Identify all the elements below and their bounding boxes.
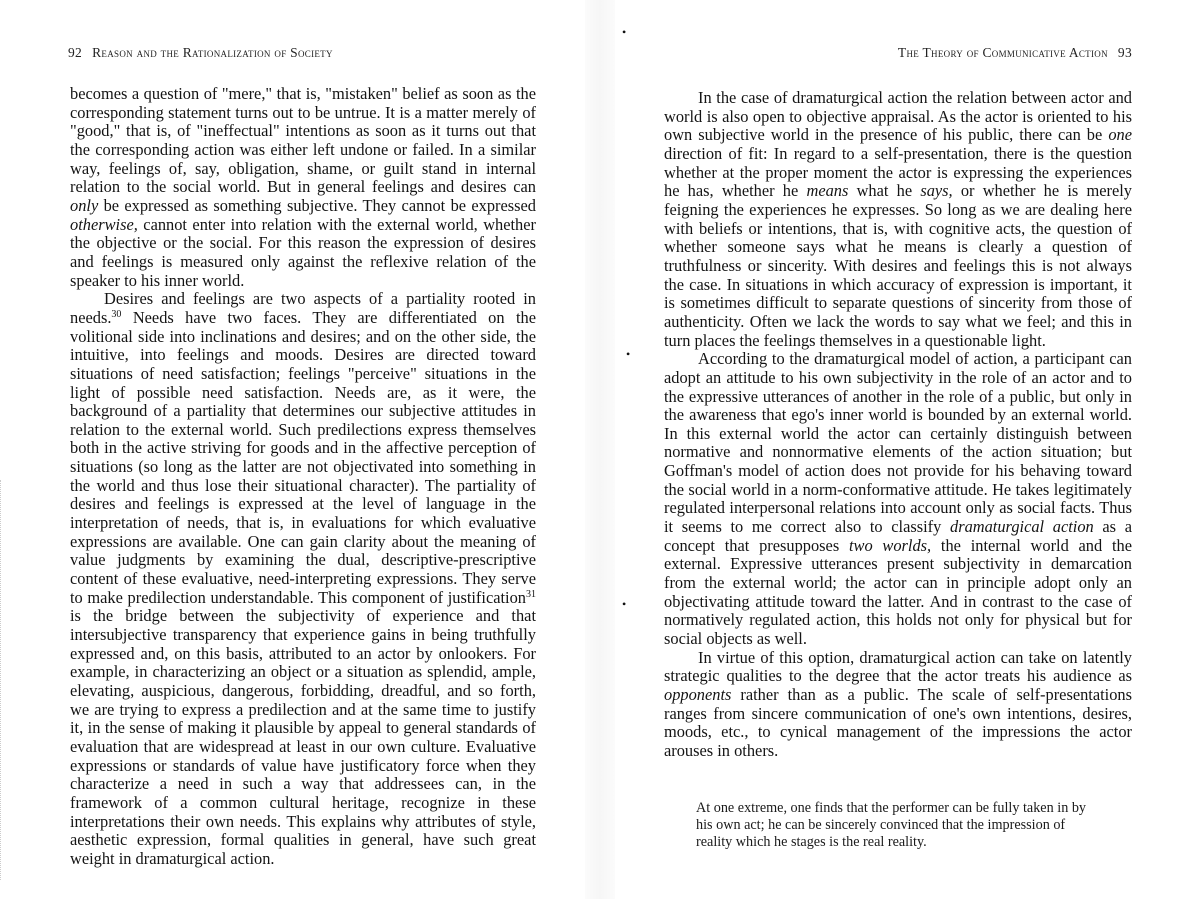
- text-run: the internal world and the external. Expressive utterances present subjectivity in demarcation from the external world; the actor can in principle adopt only an objectivating attitude toward the latter. And in contrast to the case of normatively regulated action, this holds not only for physical but for social objects as well.: [664, 535, 1132, 649]
- left-running-title: Reason and the Rationalization of Society: [92, 45, 333, 60]
- text-run: Needs have two faces. They are differentiated on the volitional side into inclinations and desires; and on the other side, the intuitive, into feelings and moods. Desires are directed toward situations of need satisfaction; feelings "perceive" situations in the light of possible need satisfaction. Needs are, as it were, the background of a partiality that determines our subjective attitudes in relation to the external world. Such predilections express themselves both in the active striving for goods and in the affective perception of situations (so long as the latter are not objectivated into something in the world and thus lose their situational character). The partiality of desires and feelings is expressed at the level of language in the interpretation of needs, that is, in evaluations for which evaluative expressions are available. One can gain clarity about the meaning of value judgments by examining the dual, descriptive-prescriptive content of these evaluative, need-interpreting expressions. They serve to make predilection understandable. This component of justification: [70, 307, 536, 607]
- emphasis: two worlds,: [848, 535, 932, 555]
- footnote-ref: 31: [526, 588, 536, 600]
- emphasis: opponents: [664, 685, 732, 704]
- ink-speck: •: [622, 597, 627, 611]
- left-body-text: [70, 85, 536, 869]
- emphasis: says,: [920, 181, 953, 201]
- text-run: is the bridge between the subjectivity of experience and that intersubjective transparency that experience gains in being truthfully expressed and, on this basis, attributed to an actor by onlookers. For example, in characterizing an object or a situation as splendid, ample, elevating, auspicious, dangerous, forbidding, dreadful, and so forth, we are trying to express a predilection and at the same time to justify it, in the sense of making it plausible by appeal to general standards of evaluation that are widespread at least in our own culture. Evaluative expressions or standards of value have justificatory force when they characterize a need in such a way that addressees can, in the framework of a common cultural heritage, recognize in these interpretations their own needs. This explains why attributes of style, aesthetic expression, formal qualities in general, have such great weight in dramaturgical action.: [70, 606, 536, 868]
- right-page: [600, 0, 1199, 899]
- right-running-head: [898, 45, 1132, 61]
- text-run: In virtue of this option, dramaturgical action can take on latently strategic qualities to the degree that the actor treats his audience as: [664, 647, 1132, 686]
- text-run: be expressed as something subjective. They cannot be expressed: [98, 195, 536, 215]
- text-run: direction of fit: In regard to a self-presentation, there is the question whether at the proper moment the actor is expressing the experiences he has, whether he: [664, 143, 1132, 201]
- block-quote: At one extreme, one finds that the performer can be fully taken in by his own act; he can be sincerely convinced that the impression of reality which he stages is the real reality.: [696, 800, 1087, 850]
- right-page-number: 93: [1117, 45, 1132, 60]
- emphasis: otherwise,: [70, 214, 138, 234]
- text-run: rather than as a public. The scale of self-presentations ranges from sincere communication of one's own intentions, desires, moods, etc., to cynical management of the impressions the actor arouses in others.: [664, 685, 1132, 760]
- text-run: what he: [848, 181, 921, 201]
- text-run: In the case of dramaturgical action the relation between actor and world is also open to objective appraisal. As the actor is oriented to his own subjective world in the presence of his public, there can be: [664, 88, 1132, 145]
- text-run: as a concept that presupposes: [664, 517, 1132, 555]
- ink-speck: •: [626, 347, 631, 361]
- emphasis: only: [70, 195, 99, 215]
- text-run: or whether he is merely feigning the experiences he expresses. So long as we are dealing here with beliefs or intentions, that is, with cognitive acts, the question of whether someone says what he means is clearly a question of truthfulness or sincerity. With desires and feelings this is not always the case. In situations in which accuracy of expression is important, it is sometimes difficult to separate questions of sincerity from those of authenticity. Often we lack the words to say what we feel; and this in turn places the feelings themselves in a questionable light.: [664, 181, 1132, 350]
- text-run: cannot enter into relation with the external world, whether the objective or the social. For this reason the expression of desires and feelings is measured only against the reflexive relation of the speaker to his inner world.: [70, 214, 536, 290]
- footnote-ref: 30: [111, 308, 122, 320]
- text-run: Desires and feelings are two aspects of a partiality rooted in needs.: [70, 289, 536, 327]
- text-run: becomes a question of "mere," that is, "mistaken" belief as soon as the corresponding statement turns out to be untrue. It is a matter merely of "good," that is, of "ineffectual" intentions as soon as it turns out that the corresponding action was either left undone or failed. In a similar way, feelings of, say, obligation, shame, or guilt stand in internal relation to the social world. But in general feelings and desires can: [70, 84, 536, 197]
- paragraph: [70, 85, 536, 290]
- emphasis: dramaturgical action: [950, 517, 1094, 537]
- right-body-text: [664, 89, 1132, 761]
- left-running-head: [68, 45, 333, 61]
- ink-speck: •: [622, 25, 627, 39]
- left-page-number: 92: [68, 45, 83, 60]
- right-running-title: The Theory of Communicative Action: [897, 45, 1108, 60]
- paragraph: [664, 649, 1132, 761]
- text-run: According to the dramaturgical model of action, a participant can adopt an attitude to his own subjectivity in the role of an actor and to the expressive utterances of another in the role of a public, but only in the awareness that ego's inner world is bounded by an external world. In this external world the actor can certainly distinguish between normative and nonnormative elements of the action situation; but Goffman's model of action does not provide for his behaving toward the social world in a norm-conformative attitude. He takes legitimately regulated interpersonal relations into account only as social facts. Thus it seems to me correct also to classify: [664, 349, 1132, 537]
- emphasis: one: [1108, 125, 1132, 145]
- paragraph: [70, 290, 536, 868]
- paragraph: [664, 89, 1132, 350]
- emphasis: means: [806, 181, 849, 201]
- paragraph: [664, 350, 1132, 649]
